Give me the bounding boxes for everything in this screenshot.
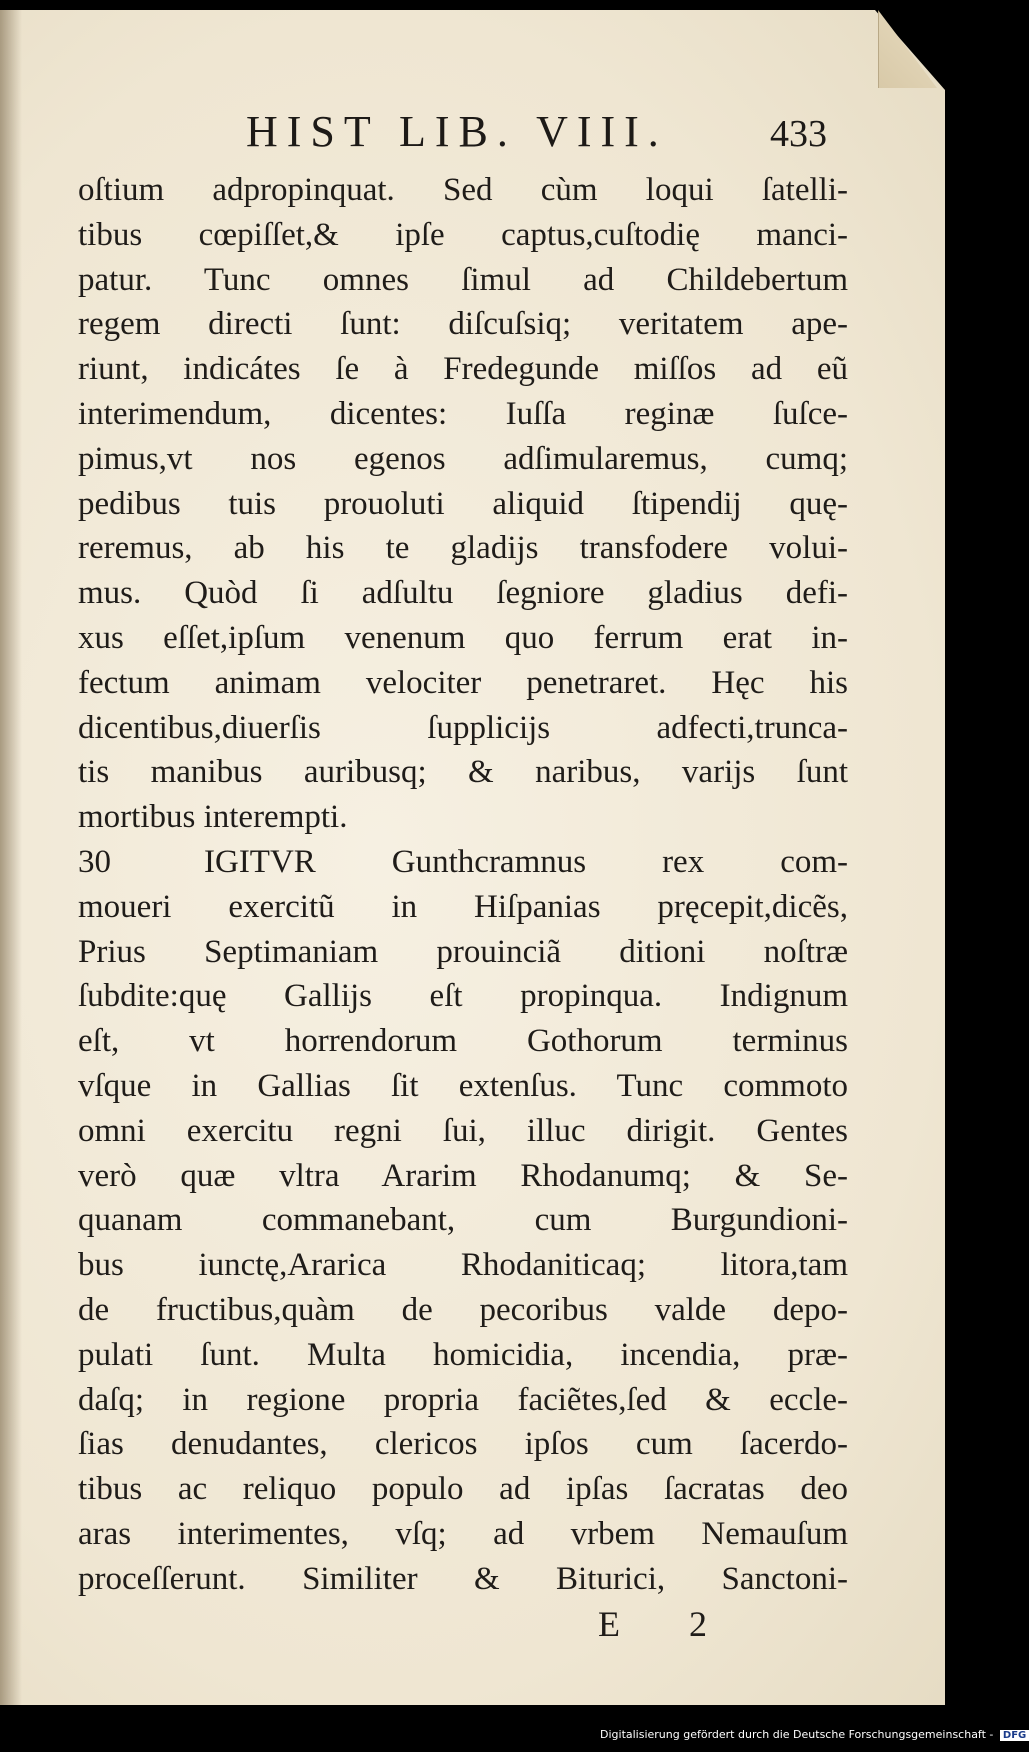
text-line: moueri exercitũ in Hiſpanias pręcepit,dicẽs, bbox=[78, 888, 848, 925]
text-line: vſque in Gallias ſit extenſus. Tunc commoto bbox=[78, 1067, 848, 1104]
text-line: ſubdite:quę Gallijs eſt propinqua. Indignum bbox=[78, 978, 848, 1015]
running-title: HIST LIB. VIII. bbox=[246, 107, 668, 156]
text-line: reremus, ab his te gladijs transfodere volui- bbox=[78, 530, 848, 567]
digitization-credit bbox=[600, 1728, 1029, 1741]
page-header bbox=[0, 106, 945, 166]
text-line: patur. Tunc omnes ſimul ad Childebertum bbox=[78, 261, 848, 298]
credit-text: Digitalisierung gefördert durch die Deutsche Forschungsgemeinschaft - bbox=[600, 1728, 994, 1741]
text-line: Prius Septimaniam prouinciã ditioni noſtræ bbox=[78, 933, 848, 970]
chapter-number: 30 bbox=[78, 844, 111, 880]
text-line: aras interimentes, vſq; ad vrbem Nemauſum bbox=[78, 1515, 848, 1552]
signature-mark: E 2 bbox=[598, 1604, 737, 1644]
body-text bbox=[78, 168, 848, 1602]
text-line: tibus ac reliquo populo ad ipſas ſacratas deo bbox=[78, 1471, 848, 1508]
text-line: tibus cœpiſſet,& ipſe captus,cuſtodię manci- bbox=[78, 216, 848, 253]
dfg-logo: DFG bbox=[1000, 1730, 1029, 1741]
book-page bbox=[0, 10, 945, 1705]
text-line: ſias denudantes, clericos ipſos cum ſacerdo- bbox=[78, 1426, 848, 1463]
text-line: proceſſerunt. Similiter & Biturici, Sanctoni- bbox=[78, 1560, 848, 1597]
text-line: fectum animam velociter penetraret. Hęc his bbox=[78, 664, 848, 701]
text-line: verò quæ vltra Ararim Rhodanumq; & Se- bbox=[78, 1157, 848, 1194]
page-number: 433 bbox=[770, 113, 827, 155]
text-line: mortibus interempti. bbox=[78, 799, 348, 836]
text-line: regem directi ſunt: diſcuſsiq; veritatem ape- bbox=[78, 306, 848, 343]
text-line: quanam commanebant, cum Burgundioni- bbox=[78, 1202, 848, 1239]
text-line: xus eſſet,ipſum venenum quo ferrum erat in- bbox=[78, 619, 848, 656]
text-line: pulati ſunt. Multa homicidia, incendia, præ- bbox=[78, 1336, 848, 1373]
text-line: bus iunctę,Ararica Rhodaniticaq; litora,tam bbox=[78, 1247, 848, 1284]
text-line: de fructibus,quàm de pecoribus valde depo- bbox=[78, 1291, 848, 1328]
text-line: tis manibus auribusq; & naribus, varijs ſunt bbox=[78, 754, 848, 791]
text-line: oſtium adpropinquat. Sed cùm loqui ſatelli- bbox=[78, 172, 848, 208]
text-line: pimus,vt nos egenos adſimularemus, cumq; bbox=[78, 440, 848, 477]
text-line: pedibus tuis prouoluti aliquid ſtipendij quę- bbox=[78, 485, 848, 522]
text-line: daſq; in regione propria faciẽtes,ſed & eccle- bbox=[78, 1381, 848, 1418]
text-line: interimendum, dicentes: Iuſſa reginæ ſuſce- bbox=[78, 395, 848, 432]
text-line: eſt, vt horrendorum Gothorum terminus bbox=[78, 1023, 848, 1060]
chapter-first-line: IGITVR Gunthcramnus rex com- bbox=[204, 843, 848, 880]
text-line: omni exercitu regni ſui, illuc dirigit. Gentes bbox=[78, 1112, 848, 1149]
text-line: dicentibus,diuerſis ſupplicijs adfecti,trunca- bbox=[78, 709, 848, 746]
text-line: riunt, indicátes ſe à Fredegunde miſſos ad eũ bbox=[78, 351, 848, 388]
text-line: mus. Quòd ſi adſultu ſegniore gladius defi- bbox=[78, 575, 848, 612]
